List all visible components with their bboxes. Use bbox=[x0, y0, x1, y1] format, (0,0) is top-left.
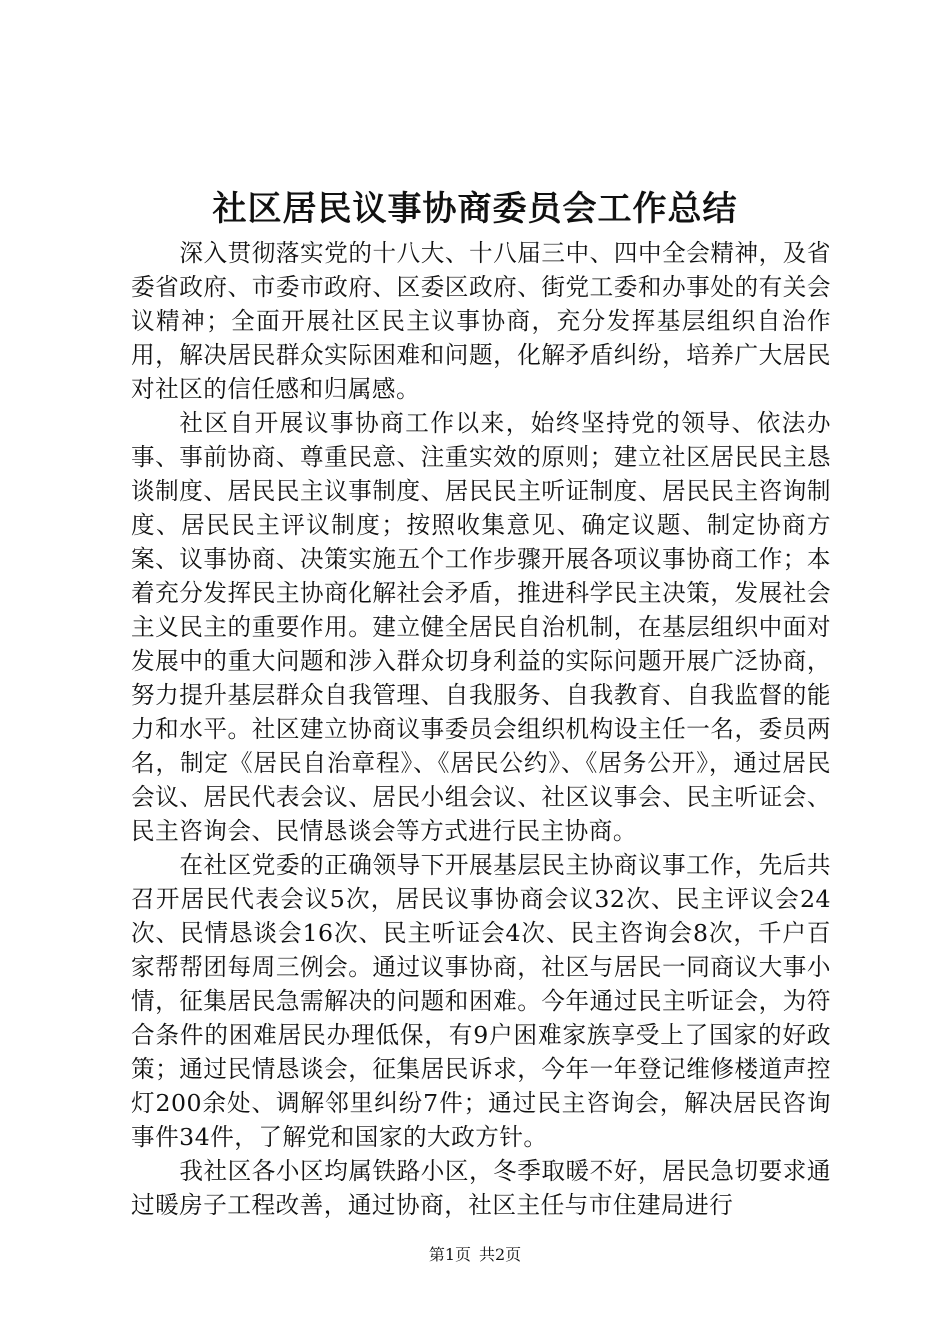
paragraph-3: 在社区党委的正确领导下开展基层民主协商议事工作，先后共召开居民代表会议5次，居民议事协商会议32次、民主评议会24次、民情恳谈会16次、民主听证会4次、民主咨询会8次，千户百家帮帮团每周三例会。通过议事协商，社区与居民一同商议大事小情，征集居民急需解决的问题和困难。今年通过民主听证会，为符合条件的困难居民办理低保，有9户困难家族享受上了国家的好政策；通过民情恳谈会，征集居民诉求，今年一年登记维修楼道声控灯200余处、调解邻里纠纷7件；通过民主咨询会，解决居民咨询事件34件，了解党和国家的大政方针。 bbox=[131, 851, 831, 1151]
paragraph-4: 我社区各小区均属铁路小区，冬季取暖不好，居民急切要求通过暖房子工程改善，通过协商，社区主任与市住建局进行 bbox=[131, 1157, 831, 1219]
paragraph-2: 社区自开展议事协商工作以来，始终坚持党的领导、依法办事、事前协商、尊重民意、注重实效的原则；建立社区居民民主恳谈制度、居民民主议事制度、居民民主听证制度、居民民主咨询制度、居民民主评议制度；按照收集意见、确定议题、制定协商方案、议事协商、决策实施五个工作步骤开展各项议事协商工作；本着充分发挥民主协商化解社会矛盾，推进科学民主决策，发展社会主义民主的重要作用。建立健全居民自治机制，在基层组织中面对发展中的重大问题和涉入群众切身利益的实际问题开展广泛协商，努力提升基层群众自我管理、自我服务、自我教育、自我监督的能力和水平。社区建立协商议事委员会组织机构设主任一名，委员两名，制定《居民自治章程》、《居民公约》、《居务公开》，通过居民会议、居民代表会议、居民小组会议、社区议事会、民主听证会、民主咨询会、民情恳谈会等方式进行民主协商。 bbox=[131, 409, 831, 845]
page-number: 第1页 bbox=[428, 1245, 471, 1264]
document-body bbox=[131, 236, 831, 1222]
document-title: 社区居民议事协商委员会工作总结 bbox=[212, 189, 738, 229]
paragraph-1: 深入贯彻落实党的十八大、十八届三中、四中全会精神，及省委省政府、市委市政府、区委区政府、街党工委和办事处的有关会议精神；全面开展社区民主议事协商，充分发挥基层组织自治作用，解决居民群众实际困难和问题，化解矛盾纠纷，培养广大居民对社区的信任感和归属感。 bbox=[131, 239, 831, 403]
page-footer bbox=[0, 1243, 950, 1267]
page-total: 共2页 bbox=[479, 1245, 522, 1264]
